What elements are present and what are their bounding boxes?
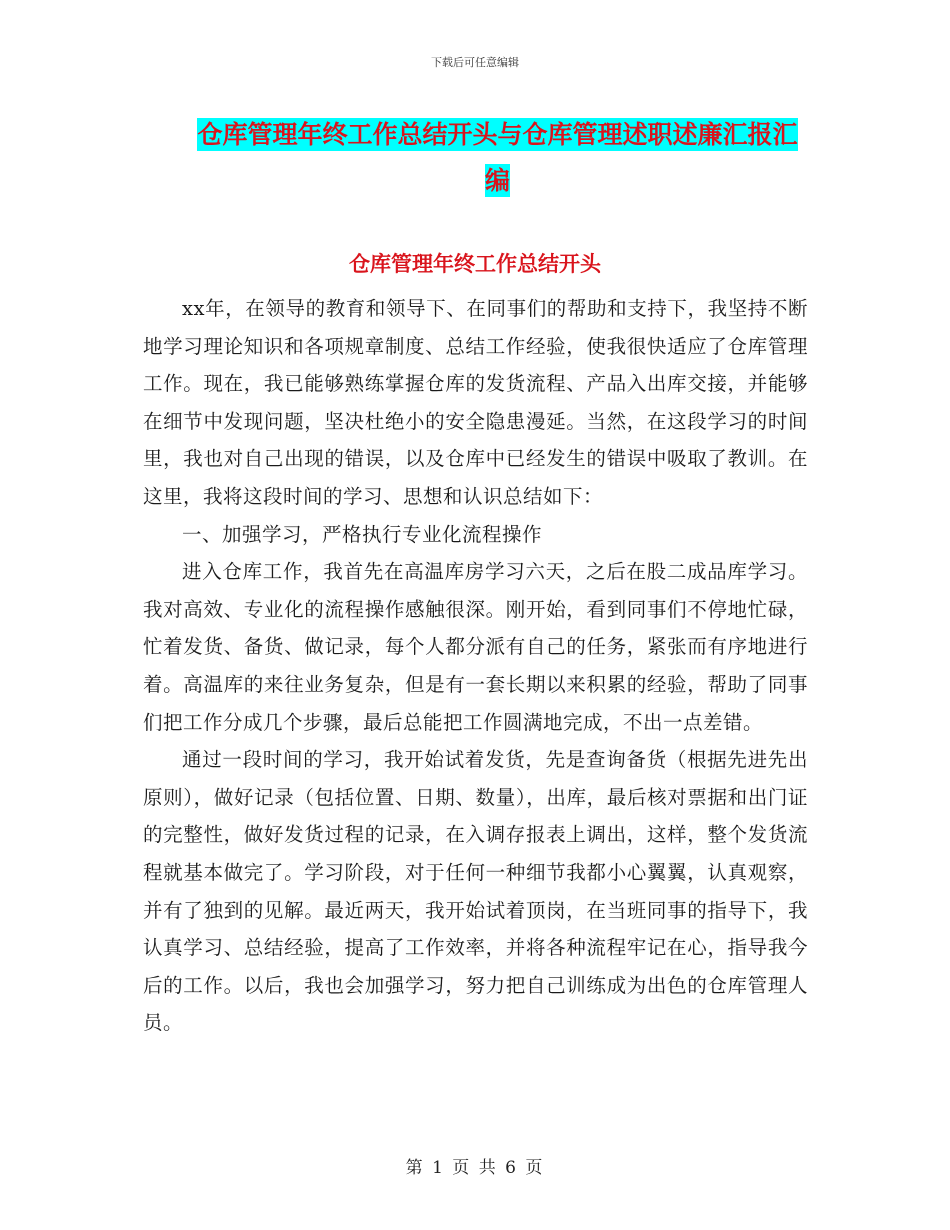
paragraph: 进入仓库工作，我首先在高温库房学习六天，之后在股二成品库学习。我对高效、专业化的流程操作感触很深。刚开始，看到同事们不停地忙碌，忙着发货、备货、做记录，每个人都分派有自己的任务，紧张而有序地进行着。高温库的来往业务复杂，但是有一套长期以来积累的经验，帮助了同事们把工作分成几个步骤，最后总能把工作圆满地完成，不出一点差错。 — [143, 560, 808, 734]
header-note: 下载后可任意编辑 — [431, 56, 519, 69]
document-title-text: 仓库管理年终工作总结开头与仓库管理述职述廉汇报汇编 — [197, 120, 798, 195]
page-number: 第 1 页 共 6 页 — [405, 1158, 545, 1178]
document-body — [143, 290, 808, 1042]
paragraph-heading: 一、加强学习，严格执行专业化流程操作 — [182, 522, 543, 546]
paragraph: 通过一段时间的学习，我开始试着发货，先是查询备货（根据先进先出原则），做好记录（包括位置、日期、数量），出库，最后核对票据和出门证的完整性，做好发货过程的记录，在入调存报表上调出，这样，整个发货流程就基本做完了。学习阶段，对于任何一种细节我都小心翼翼，认真观察，并有了独到的见解。最近两天，我开始试着顶岗，在当班同事的指导下，我认真学习、总结经验，提高了工作效率，并将各种流程牢记在心，指导我今后的工作。以后，我也会加强学习，努力把自己训练成为出色的仓库管理人员。 — [143, 748, 808, 1035]
document-title — [190, 112, 805, 204]
paragraph: xx年，在领导的教育和领导下、在同事们的帮助和支持下，我坚持不断地学习理论知识和各项规章制度、总结工作经验，使我很快适应了仓库管理工作。现在，我已能够熟练掌握仓库的发货流程、产品入出库交接，并能够在细节中发现问题，坚决杜绝小的安全隐患漫延。当然，在这段学习的时间里，我也对自己出现的错误，以及仓库中已经发生的错误中吸取了教训。在这里，我将这段时间的学习、思想和认识总结如下： — [143, 297, 808, 508]
section-title: 仓库管理年终工作总结开头 — [349, 252, 601, 276]
